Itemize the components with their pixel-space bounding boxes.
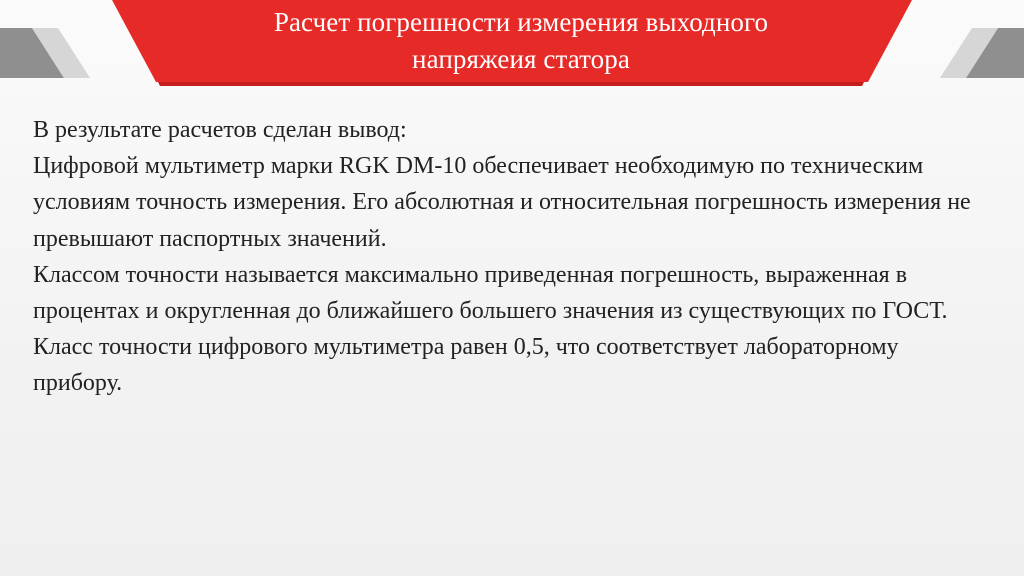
slide-body [33, 112, 993, 402]
slide-title [274, 4, 768, 78]
title-line-2: напряжеия статора [412, 44, 630, 74]
body-paragraph-conclusion-intro: В результате расчетов сделан вывод: [33, 117, 407, 143]
body-paragraph-multimeter: Цифровой мультиметр марки RGK DM-10 обеспечивает необходимую по техническим условиям точность измерения. Его абсолютная и относительная погрешность измерения не превышают паспортных значений. [33, 153, 971, 252]
title-line-1: Расчет погрешности измерения выходного [273, 7, 769, 37]
title-banner [166, 0, 876, 82]
body-paragraph-accuracy-class: Классом точности называется максимально приведенная погрешность, выраженная в процентах и округленная до ближайшего большего значения из существующих по ГОСТ. Класс точности цифрового мультиметра равен 0,5, что соответствует лабораторному прибору. [33, 261, 948, 397]
